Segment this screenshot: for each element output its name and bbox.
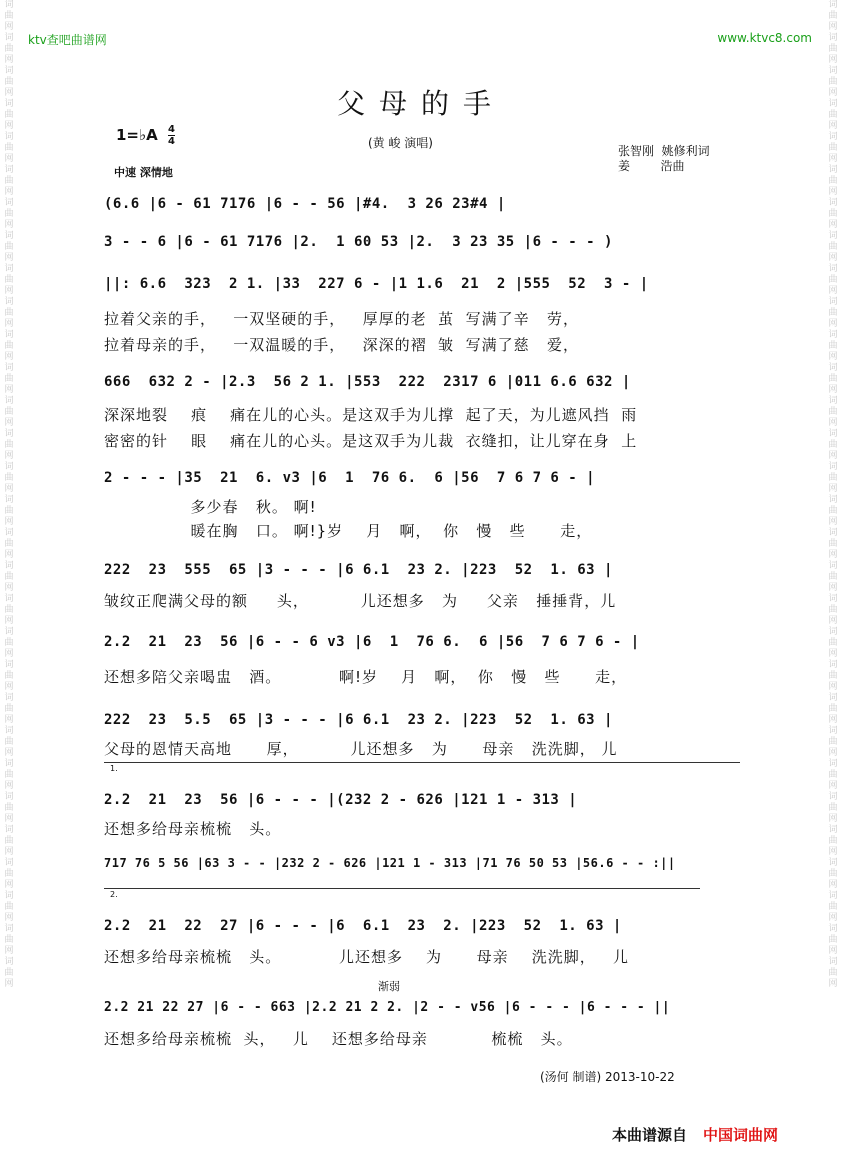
notes: 2.2 21 23 56 |6 - - - |(232 2 - 626 |121 1 - 313 | (104, 792, 578, 808)
second-ending-bracket (104, 888, 700, 901)
lyric-line: 还想多陪父亲喝盅 酒。 啊!岁 月 啊， 你 慢 些 走， (104, 668, 628, 686)
lyric-line: 拉着母亲的手， 一双温暖的手， 深深的褶 皱 写满了慈 爱， (104, 336, 579, 354)
lyric-line: 皱纹正爬满父母的额 头， 儿还想多 为 父亲 捶捶背，儿 (104, 592, 617, 610)
first-ending-bracket (104, 762, 740, 775)
ending-label: 2. (110, 890, 118, 899)
lyric-line: 暖在胸 口。 啊!}岁 月 啊， 你 慢 些 走， (104, 522, 593, 540)
staff-line (104, 852, 742, 878)
staff-line (104, 996, 742, 1022)
key-signature: 1=♭A (116, 126, 158, 144)
notes: 222 23 555 65 |3 - - - |6 6.1 23 2. |223 52 1. 63 | (104, 562, 613, 578)
lyric-line: 拉着父亲的手， 一双坚硬的手， 厚厚的老 茧 写满了辛 劳， (104, 310, 579, 328)
lyric-line: 多少春 秋。 啊! (104, 498, 317, 516)
staff-line (104, 914, 742, 940)
song-title: 父母的手 (336, 87, 505, 120)
notes: 222 23 5.5 65 |3 - - - |6 6.1 23 2. |223 52 1. 63 | (104, 712, 613, 728)
notes: 2.2 21 22 27 |6 - - - |6 6.1 23 2. |223 52 1. 63 | (104, 918, 622, 934)
staff-line (104, 630, 742, 656)
notes: 2 - - - |35 21 6. v3 |6 1 76 6. 6 |56 7 6 7 6 - | (104, 470, 596, 486)
notes: 2.2 21 22 27 |6 - - 663 |2.2 21 2 2. |2 - - v56 |6 - - - |6 - - - || (104, 1000, 671, 1015)
staff-line (104, 370, 742, 396)
source-label: 本曲谱源自 (612, 1126, 688, 1144)
staff-line (104, 230, 742, 256)
staff-line (104, 558, 742, 584)
source-site-link[interactable]: 中国词曲网 (703, 1126, 779, 1144)
source-note (612, 1124, 778, 1145)
time-signature (168, 124, 175, 147)
performer: (黄 峻 演唱) (368, 136, 433, 150)
notes: 2.2 21 23 56 |6 - - 6 v3 |6 1 76 6. 6 |56 7 6 7 6 - | (104, 634, 640, 650)
tempo-marking: 中速 深情地 (114, 166, 173, 179)
notes: 666 632 2 - |2.3 56 2 1. |553 222 2317 6 |011 6.6 632 | (104, 374, 631, 390)
lyric-line: 还想多给母亲梳梳 头。 儿还想多 为 母亲 洗洗脚， 儿 (104, 948, 630, 966)
staff-line (104, 708, 742, 734)
ending-label: 1. (110, 764, 118, 773)
lyric-line: 还想多给母亲梳梳 头。 (104, 820, 282, 838)
watermark-left: 词曲网词曲网词曲网词曲网词曲网词曲网词曲网词曲网词曲网词曲网词曲网词曲网词曲网词曲网词曲网词曲网词曲网词曲网词曲网词曲网词曲网词曲网词曲网词曲网词曲网词曲网词曲网词曲网词曲网词曲网 (4, 0, 14, 989)
lyric-line: 密密的针 眼 痛在儿的心头。是这双手为儿裁 衣缝扣，让儿穿在身 上 (104, 432, 638, 450)
transcriber-credit: (汤何 制谱) 2013-10-22 (540, 1070, 675, 1084)
notes: (6.6 |6 - 61 7176 |6 - - 56 |#4. 3 26 23#4 | (104, 196, 506, 212)
dynamic-marking: 渐弱 (378, 980, 400, 993)
staff-line (104, 192, 742, 218)
site-url-right[interactable]: www.ktvc8.com (717, 31, 812, 45)
lyric-line: 还想多给母亲梳梳 头， 儿 还想多给母亲 梳梳 头。 (104, 1030, 573, 1048)
watermark-right: 词曲网词曲网词曲网词曲网词曲网词曲网词曲网词曲网词曲网词曲网词曲网词曲网词曲网词曲网词曲网词曲网词曲网词曲网词曲网词曲网词曲网词曲网词曲网词曲网词曲网词曲网词曲网词曲网词曲网词曲网 (828, 0, 838, 989)
staff-line (104, 466, 742, 492)
time-signature-top: 4 (168, 124, 175, 135)
lyric-line: 父母的恩情天高地 厚， 儿还想多 为 母亲 洗洗脚， 儿 (104, 740, 618, 758)
notes: 3 - - 6 |6 - 61 7176 |2. 1 60 53 |2. 3 23 35 |6 - - - ) (104, 234, 613, 250)
time-signature-bottom: 4 (168, 136, 175, 147)
staff-line (104, 788, 742, 814)
staff-line (104, 272, 742, 298)
notes: ||: 6.6 323 2 1. |33 227 6 - |1 1.6 21 2 |555 52 3 - | (104, 276, 649, 292)
notes: 717 76 5 56 |63 3 - - |232 2 - 626 |121 1 - 313 |71 76 50 53 |56.6 - - :|| (104, 856, 676, 870)
composer-credits: 张智刚 姚修利词 姜 浩曲 (618, 144, 710, 173)
lyric-line: 深深地裂 痕 痛在儿的心头。是这双手为儿撑 起了天，为儿遮风挡 雨 (104, 406, 638, 424)
site-name-left[interactable]: ktv查吧曲谱网 (28, 33, 107, 47)
